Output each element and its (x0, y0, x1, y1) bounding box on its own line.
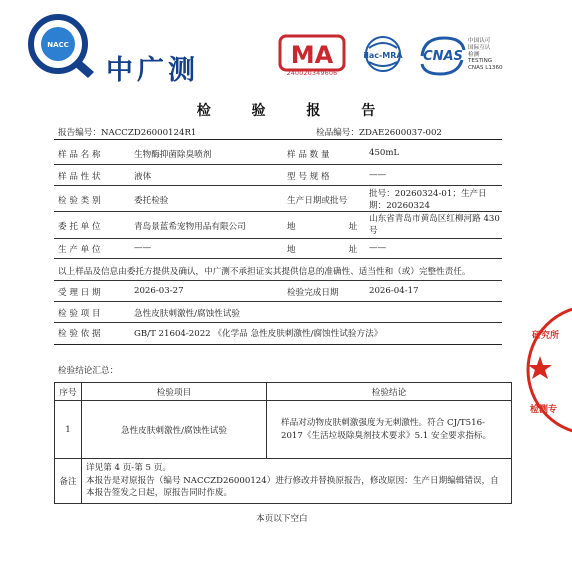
grid-bottom-border (54, 344, 502, 345)
ilac-mra-logo (357, 34, 409, 78)
remark-row (55, 459, 512, 504)
producer-label: 生 产 单 位 (58, 245, 101, 255)
cnas-logo (416, 34, 468, 78)
grid-line (54, 301, 502, 302)
official-seal-stamp (526, 300, 560, 440)
cnas-accreditation-text: 中国认可 国际互认 检测 TESTING CNAS L1360 (468, 38, 503, 72)
grid-line (54, 164, 502, 165)
received-date-label: 受 理 日 期 (58, 288, 101, 298)
grid-line (54, 322, 502, 323)
cnas-logo-text: CNAS (423, 49, 463, 64)
brand-name: 中广测 (106, 55, 199, 86)
producer-address-value: —— (369, 243, 387, 253)
col-header-conclusion: 检验结论 (267, 383, 512, 401)
table-row (55, 401, 512, 459)
col-header-no: 序号 (55, 383, 82, 401)
ma-logo-text: MA (290, 41, 334, 69)
remark-label: 备注 (55, 459, 82, 504)
basis-value: GB/T 21604-2022 《化学品 急性皮肤刺激性/腐蚀性试验方法》 (134, 329, 383, 339)
client-value: 青岛景蓝希宠物用品有限公司 (134, 222, 246, 232)
grid-line (54, 211, 502, 212)
footer-blank-note: 本页以下空白 (256, 514, 308, 524)
completed-date-value: 2026-04-17 (369, 286, 419, 296)
nacc-logo (22, 10, 102, 80)
report-number: 报告编号：NACCZD26000124R1 (58, 128, 197, 138)
summary-heading: 检验结论汇总： (58, 366, 119, 376)
inspect-type-value: 委托检验 (134, 196, 169, 206)
received-date-value: 2026-03-27 (134, 286, 184, 296)
nacc-logo-text: NACC (47, 41, 69, 49)
model-label: 型 号 规 格 (287, 172, 330, 182)
seal-text-top: 研究所 (532, 331, 560, 341)
grid-line (54, 280, 502, 281)
inspection-number: 检品编号：ZDAE2600037-002 (316, 128, 442, 138)
completed-date-label: 检验完成日期 (287, 288, 339, 298)
client-label: 委 托 单 位 (58, 222, 101, 232)
sample-state-label: 样 品 性 状 (58, 172, 101, 182)
client-address-value: 山东省青岛市黄岛区红柳河路 430 号 (369, 214, 500, 236)
basis-label: 检 验 依 据 (58, 329, 101, 339)
sample-qty-value: 450mL (369, 148, 400, 158)
producer-address-label: 地 址 (287, 245, 358, 255)
summary-table (54, 382, 512, 504)
remark-line-1: 详见第 4 页-第 5 页。 (86, 463, 171, 473)
batch-value: 批号：20260324-01；生产日期：20260324 (369, 189, 487, 211)
table-header-row (55, 383, 512, 401)
grid-top-border (54, 139, 502, 140)
grid-line (54, 238, 502, 239)
items-value: 急性皮肤刺激性/腐蚀性试验 (134, 309, 241, 319)
row-item: 急性皮肤刺激性/腐蚀性试验 (82, 401, 267, 459)
ilac-logo-text: ilac-MRA (363, 51, 403, 60)
disclaimer-text: 以上样品及信息由委托方提供及确认，中广测不承担证实其提供信息的准确性、适当性和（或）完整性责任。 (58, 267, 471, 277)
row-conclusion: 样品对动物皮肤刺激强度为无刺激性。符合 CJ/T516-2017《生活垃圾除臭剂技术要求》5.1 安全要求指标。 (267, 401, 512, 459)
row-no: 1 (55, 401, 82, 459)
ma-number: 240020349606 (286, 70, 338, 77)
sample-name-value: 生物酶抑菌除臭喷剂 (134, 150, 212, 160)
inspect-type-label: 检 验 类 别 (58, 196, 101, 206)
seal-text-bottom: 检测专 (530, 405, 558, 415)
sample-name-label: 样 品 名 称 (58, 150, 101, 160)
model-value: —— (369, 170, 387, 180)
remark-content (82, 459, 512, 504)
sample-qty-label: 样 品 数 量 (287, 150, 330, 160)
col-header-item: 检验项目 (82, 383, 267, 401)
client-address-label: 地 址 (287, 222, 358, 232)
items-label: 检 验 项 目 (58, 309, 101, 319)
grid-line (54, 185, 502, 186)
remark-line-2: 本报告是对原报告（编号 NACCZD26000124）进行修改并替换原报告，修改原因：生产日期编辑错误，自本报告签发之日起，原报告同时作废。 (86, 475, 499, 498)
report-title: 检 验 报 告 (196, 103, 394, 119)
producer-value: —— (134, 243, 152, 253)
sample-state-value: 液体 (134, 172, 152, 182)
batch-label: 生产日期或批号 (287, 196, 348, 206)
grid-line (54, 258, 502, 259)
